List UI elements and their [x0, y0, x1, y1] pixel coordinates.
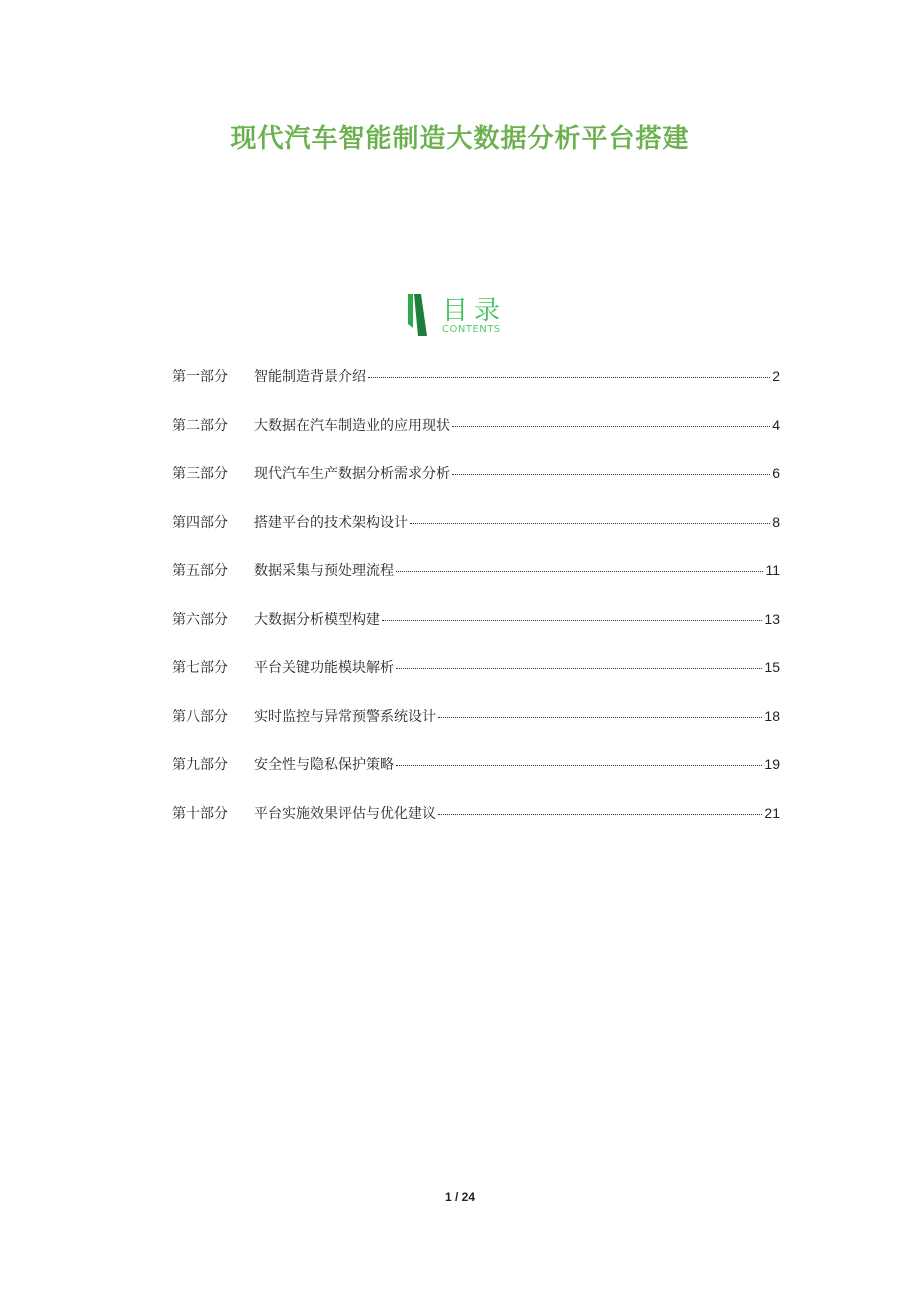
toc-leader-dots	[396, 765, 762, 766]
toc-entry-page: 21	[764, 804, 780, 821]
toc-entry-part: 第六部分	[172, 611, 228, 628]
toc-leader-dots	[438, 717, 762, 718]
toc-entry-part: 第一部分	[172, 369, 228, 385]
toc-subheading: CONTENTS	[442, 324, 501, 335]
toc-entry-3[interactable]	[172, 463, 780, 512]
toc-leader-dots	[438, 814, 762, 815]
toc-entry-title: 搭建平台的技术架构设计	[254, 514, 408, 531]
toc-entry-page: 19	[764, 756, 780, 772]
toc-leader-dots	[382, 620, 762, 621]
green-bars-icon	[406, 294, 430, 336]
toc-entry-9[interactable]	[172, 754, 780, 803]
toc-entry-title: 智能制造背景介绍	[254, 369, 366, 385]
toc-entry-6[interactable]	[172, 609, 780, 658]
page-number: 1 / 24	[444, 1190, 476, 1204]
toc-entry-page: 18	[764, 707, 780, 724]
toc-leader-dots	[452, 426, 770, 427]
toc-header	[406, 294, 526, 338]
toc-entry-page: 6	[772, 465, 780, 481]
toc-entry-part: 第三部分	[172, 466, 228, 482]
toc-entry-page: 8	[772, 513, 780, 530]
toc-entry-part: 第十部分	[172, 805, 228, 822]
toc-entry-2[interactable]	[172, 415, 780, 464]
toc-entry-part: 第七部分	[172, 660, 228, 676]
toc-leader-dots	[396, 571, 763, 572]
toc-entry-page: 2	[772, 368, 780, 384]
toc-entry-page: 15	[764, 659, 780, 675]
document-title: 现代汽车智能制造大数据分析平台搭建	[230, 124, 690, 154]
toc-entry-4[interactable]	[172, 512, 780, 561]
toc-leader-dots	[368, 377, 770, 378]
toc-entry-part: 第四部分	[172, 514, 228, 531]
toc-heading: 目录	[442, 296, 507, 326]
toc-entry-7[interactable]	[172, 657, 780, 706]
toc-entry-page: 4	[772, 416, 780, 433]
toc-entry-title: 平台关键功能模块解析	[254, 660, 394, 676]
toc-entry-title: 大数据分析模型构建	[254, 611, 380, 628]
toc-entry-page: 11	[765, 562, 780, 578]
table-of-contents	[172, 366, 780, 851]
toc-entry-part: 第八部分	[172, 708, 228, 725]
toc-entry-title: 数据采集与预处理流程	[254, 563, 394, 579]
toc-entry-8[interactable]	[172, 706, 780, 755]
toc-entry-title: 实时监控与异常预警系统设计	[254, 708, 436, 725]
toc-leader-dots	[410, 523, 770, 524]
toc-entry-title: 大数据在汽车制造业的应用现状	[254, 417, 450, 434]
toc-entry-page: 13	[764, 610, 780, 627]
toc-entry-title: 现代汽车生产数据分析需求分析	[254, 466, 450, 482]
toc-entry-part: 第二部分	[172, 417, 228, 434]
toc-entry-1[interactable]	[172, 366, 780, 415]
toc-entry-part: 第五部分	[172, 563, 228, 579]
toc-leader-dots	[452, 474, 770, 475]
toc-entry-part: 第九部分	[172, 757, 228, 773]
toc-entry-10[interactable]	[172, 803, 780, 852]
toc-entry-title: 安全性与隐私保护策略	[254, 757, 394, 773]
toc-leader-dots	[396, 668, 762, 669]
toc-entry-title: 平台实施效果评估与优化建议	[254, 805, 436, 822]
toc-entry-5[interactable]	[172, 560, 780, 609]
